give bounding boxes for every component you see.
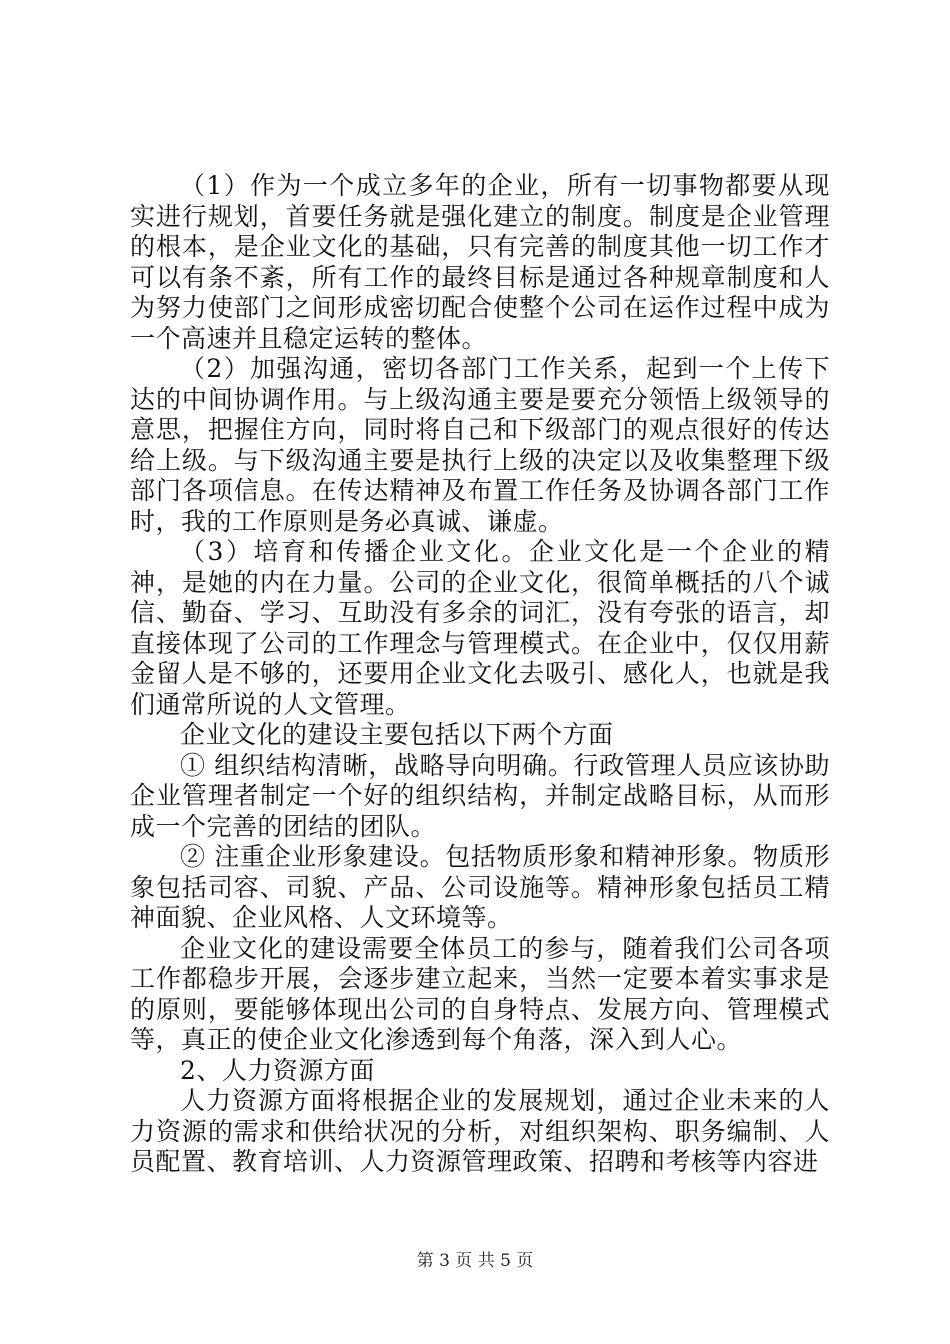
paragraph-6: ② 注重企业形象建设。包括物质形象和精神形象。物质形象包括司容、司貌、产品、公司设施等。精神形象包括员工精神面貌、企业风格、人文环境等。 — [130, 842, 830, 932]
paragraph-2: （2）加强沟通，密切各部门工作关系，起到一个上传下达的中间协调作用。与上级沟通主要是要充分领悟上级领导的意思，把握住方向，同时将自己和下级部门的观点很好的传达给上级。与下级沟通主要是执行上级的决定以及收集整理下级部门各项信息。在传达精神及布置工作任务及协调各部门工作时，我的工作原则是务必真诚、谦虚。 — [130, 354, 830, 536]
document-body — [130, 171, 830, 1178]
paragraph-5: ① 组织结构清晰，战略导向明确。行政管理人员应该协助企业管理者制定一个好的组织结构，并制定战略目标，从而形成一个完善的团结的团队。 — [130, 750, 830, 841]
section-heading: 2、人力资源方面 — [180, 1055, 375, 1085]
paragraph-7: 企业文化的建设需要全体员工的参与，随着我们公司各项工作都稳步开展，会逐步建立起来，当然一定要本着实事求是的原则，要能够体现出公司的自身特点、发展方向、管理模式等，真正的使企业文化渗透到每个角落，深入到人心。 — [130, 933, 830, 1054]
paragraph-1: （1）作为一个成立多年的企业，所有一切事物都要从现实进行规划，首要任务就是强化建立的制度。制度是企业管理的根本，是企业文化的基础，只有完善的制度其他一切工作才可以有条不紊，所有工作的最终目标是通过各种规章制度和人为努力使部门之间形成密切配合使整个公司在运作过程中成为一个高速并且稳定运转的整体。 — [130, 171, 830, 353]
paragraph-3: （3）培育和传播企业文化。企业文化是一个企业的精神，是她的内在力量。公司的企业文化，很简单概括的八个诚信、勤奋、学习、互助没有多余的词汇，没有夸张的语言，却直接体现了公司的工作理念与管理模式。在企业中，仅仅用薪金留人是不够的，还要用企业文化去吸引、感化人，也就是我们通常所说的人文管理。 — [130, 537, 830, 719]
paragraph-8: 人力资源方面将根据企业的发展规划，通过企业未来的人力资源的需求和供给状况的分析，对组织架构、职务编制、人员配置、教育培训、人力资源管理政策、招聘和考核等内容进 — [130, 1086, 830, 1176]
page-footer: 第 3 页 共 5 页 — [416, 1251, 534, 1271]
paragraph-4: 企业文化的建设主要包括以下两个方面 — [180, 720, 614, 749]
